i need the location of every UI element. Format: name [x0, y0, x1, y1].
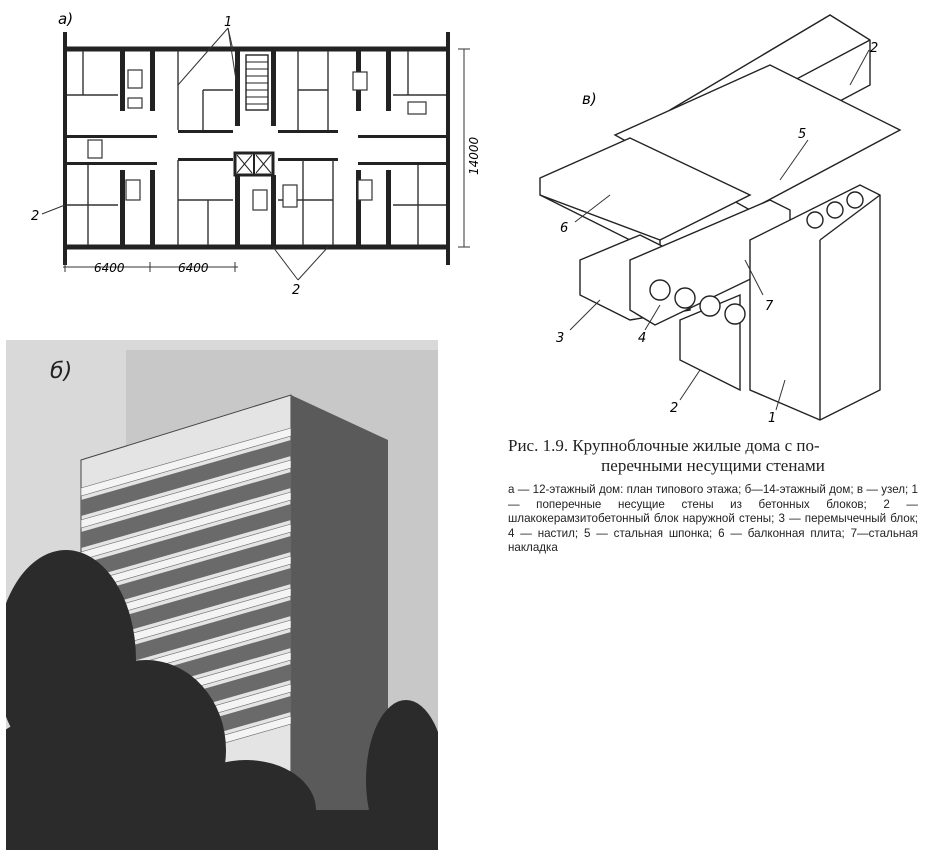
plan-bearing-walls	[67, 51, 446, 245]
callout-1-node: 1	[768, 411, 777, 425]
callout-5-node: 5	[798, 127, 807, 142]
figure-caption-title	[508, 436, 918, 476]
floor-plan-drawing	[28, 10, 498, 295]
building-photograph	[6, 340, 438, 850]
panel-b-label: б)	[50, 359, 73, 384]
callout-2-plan-left: 2	[31, 209, 40, 224]
callout-6-node: 6	[560, 221, 569, 236]
dim-14000: 14000	[467, 136, 481, 175]
callout-4-node: 4	[638, 331, 647, 346]
callout-2-node-bottom: 2	[670, 401, 679, 416]
callout-2-plan-bottom: 2	[292, 283, 301, 295]
isometric-node-drawing	[520, 10, 925, 425]
callout-3-node: 3	[556, 331, 565, 346]
caption-title-line-1: Рис. 1.9. Крупноблочные жилые дома с по-	[508, 436, 820, 455]
callout-2-node-top: 2	[870, 41, 879, 56]
dim-6400-left: 6400	[94, 261, 125, 275]
figure-caption-body	[508, 483, 918, 556]
caption-title-line-2: перечными несущими стенами	[601, 456, 825, 475]
panel-a-label: а)	[58, 10, 74, 28]
callout-7-node: 7	[765, 299, 774, 314]
dim-6400-right: 6400	[178, 261, 209, 275]
plan-fixtures	[88, 70, 426, 210]
callout-1-plan: 1	[224, 15, 233, 30]
caption-legend-text: а — 12-этажный дом: план типового этажа; б—14-этажный дом; в — узел; 1 — поперечные несущие стены из бетонных блоков; 2 — шлакокерамзитобетонный блок наружной стены; 3 — перемычечный блок; 4 — настил; 5 — стальная шпонка; 6 — балконная плита; 7—стальная накладка	[508, 483, 918, 555]
panel-c-label: в)	[582, 90, 597, 108]
leader-lines	[42, 28, 328, 280]
stair-lift-core	[235, 55, 273, 175]
